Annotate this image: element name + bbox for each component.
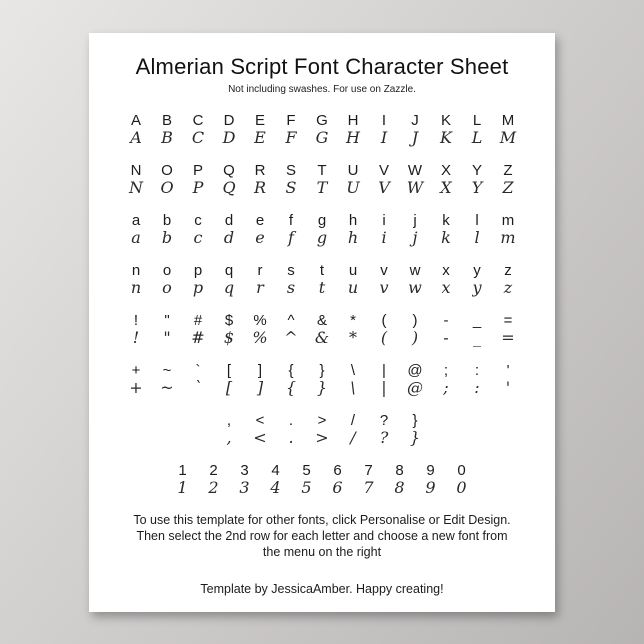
character-cell: X [440, 178, 452, 197]
character-cell: V [378, 162, 389, 179]
character-cell: n [130, 278, 142, 297]
character-row-uppercase-a-m [89, 112, 555, 147]
character-cell: p [192, 278, 204, 297]
character-cell: . [288, 428, 294, 447]
character-cell: 0 [457, 462, 466, 479]
character-cell: C [192, 112, 204, 129]
character-row-lowercase-a-m [89, 212, 555, 247]
character-cell: 7 [363, 478, 374, 497]
character-cell: f [288, 212, 294, 229]
character-cell: y [472, 278, 482, 297]
character-cell: , [226, 428, 232, 447]
character-cell: M [501, 112, 515, 129]
character-grid [89, 112, 555, 497]
character-cell: R [254, 162, 266, 179]
character-cell: M [499, 128, 517, 147]
character-cell: = [503, 312, 513, 329]
character-cell: ~ [160, 378, 174, 397]
character-cell: e [255, 228, 265, 247]
character-cell: T [317, 162, 327, 179]
character-cell: ~ [162, 362, 172, 379]
character-cell: 8 [395, 462, 404, 479]
character-cell: k [441, 228, 451, 247]
character-cell: n [131, 262, 141, 279]
character-row-symbols-row-1 [89, 312, 555, 347]
character-cell: 9 [425, 478, 436, 497]
character-cell: f [288, 228, 294, 247]
character-cell: Q [223, 162, 235, 179]
character-line-plain [89, 412, 555, 429]
character-cell: H [346, 128, 360, 147]
character-cell: P [192, 162, 203, 179]
character-cell: E [254, 128, 266, 147]
character-cell: x [441, 278, 451, 297]
character-cell: z [504, 262, 512, 279]
character-cell: q [223, 278, 235, 297]
character-cell: ? [379, 428, 389, 447]
character-cell: @ [407, 378, 423, 397]
character-cell: } [409, 428, 421, 447]
character-cell: a [131, 212, 141, 229]
character-cell: U [346, 178, 360, 197]
character-cell: < [253, 428, 267, 447]
character-cell: 3 [239, 478, 250, 497]
character-cell: 1 [178, 462, 187, 479]
character-cell: a [131, 228, 141, 247]
character-line-plain [89, 162, 555, 179]
character-cell: j [412, 228, 418, 247]
character-cell: P [192, 178, 204, 197]
character-cell: 7 [364, 462, 373, 479]
character-cell: o [162, 262, 172, 279]
character-cell: 4 [270, 478, 281, 497]
character-cell: + [131, 362, 141, 379]
character-cell: } [412, 412, 418, 429]
character-cell: / [350, 428, 356, 447]
character-cell: O [160, 178, 174, 197]
character-cell: i [382, 212, 386, 229]
character-cell: . [288, 412, 294, 429]
character-cell: o [162, 278, 172, 297]
character-cell: B [161, 128, 173, 147]
character-row-lowercase-n-z [89, 262, 555, 297]
character-cell: s [287, 262, 295, 279]
character-cell: D [222, 128, 236, 147]
character-cell: = [501, 328, 515, 347]
character-cell: | [381, 378, 387, 397]
character-cell: x [442, 262, 450, 279]
character-cell: ( [380, 328, 388, 347]
character-line-script [89, 329, 555, 347]
character-cell: G [316, 112, 328, 129]
character-cell: 5 [302, 462, 311, 479]
character-cell: 9 [426, 462, 435, 479]
character-cell: > [315, 428, 329, 447]
character-cell: U [347, 162, 359, 179]
character-cell: > [317, 412, 327, 429]
character-cell: r [256, 278, 264, 297]
character-cell: L [472, 112, 482, 129]
character-cell: & [316, 312, 327, 329]
character-cell: # [191, 328, 205, 347]
poster-subtitle: Not including swashes. For use on Zazzle. [228, 84, 416, 95]
character-cell: 8 [394, 478, 405, 497]
character-cell: ! [132, 328, 140, 347]
character-cell: F [286, 112, 296, 129]
character-cell: + [129, 378, 143, 397]
character-cell: N [130, 162, 142, 179]
character-cell: Z [503, 162, 513, 179]
character-line-plain [89, 462, 555, 479]
character-cell: S [285, 162, 296, 179]
character-cell: 3 [240, 462, 249, 479]
character-cell: [ [226, 362, 232, 379]
character-line-plain [89, 312, 555, 329]
character-cell: y [473, 262, 481, 279]
character-cell: C [191, 128, 205, 147]
character-cell: O [161, 162, 173, 179]
character-cell: _ [472, 312, 482, 329]
character-cell: S [285, 178, 297, 197]
character-cell: ) [412, 312, 418, 329]
character-cell: H [347, 112, 359, 129]
character-line-script [89, 179, 555, 197]
character-cell: ` [194, 378, 202, 397]
character-cell: 4 [271, 462, 280, 479]
character-cell: ' [506, 362, 510, 379]
character-cell: ^ [284, 328, 298, 347]
character-cell: } [319, 362, 325, 379]
character-row-symbols-row-3 [89, 412, 555, 447]
character-cell: ) [411, 328, 419, 347]
character-cell: _ [473, 328, 481, 347]
character-cell: l [475, 212, 479, 229]
character-cell: 5 [301, 478, 312, 497]
character-cell: p [193, 262, 203, 279]
character-cell: d [224, 212, 234, 229]
character-cell: 6 [333, 462, 342, 479]
character-cell: h [348, 212, 358, 229]
character-cell: F [285, 128, 297, 147]
character-cell: r [257, 262, 263, 279]
character-line-plain [89, 112, 555, 129]
character-cell: T [316, 178, 328, 197]
character-cell: ] [256, 378, 264, 397]
character-line-script [89, 279, 555, 297]
character-cell: Z [502, 178, 514, 197]
character-cell: w [408, 278, 422, 297]
instructions-line: Then select the 2nd row for each letter and choose a new font from [136, 529, 508, 543]
character-cell: c [193, 228, 203, 247]
character-cell: D [223, 112, 235, 129]
character-cell: q [224, 262, 234, 279]
character-cell: j [413, 212, 417, 229]
character-cell: - [443, 328, 449, 347]
character-cell: g [316, 228, 328, 247]
character-cell: b [162, 212, 172, 229]
character-row-uppercase-n-z [89, 162, 555, 197]
character-cell: - [443, 312, 449, 329]
character-line-script [89, 229, 555, 247]
character-cell: h [347, 228, 359, 247]
character-cell: $ [224, 312, 234, 329]
character-cell: ? [379, 412, 389, 429]
character-cell: l [474, 228, 480, 247]
character-cell: " [163, 328, 171, 347]
character-cell: m [500, 228, 516, 247]
character-cell: : [474, 378, 480, 397]
character-cell: B [161, 112, 172, 129]
poster-title: Almerian Script Font Character Sheet [135, 54, 509, 79]
character-line-script [89, 379, 555, 397]
character-cell: [ [225, 378, 233, 397]
character-line-script [89, 429, 555, 447]
instructions-line: the menu on the right [262, 545, 382, 559]
character-cell: % [253, 312, 267, 329]
character-line-plain [89, 362, 555, 379]
character-cell: I [381, 112, 387, 129]
character-cell: : [474, 362, 480, 379]
character-cell: ` [195, 362, 201, 379]
character-cell: i [381, 228, 387, 247]
character-cell: / [350, 412, 356, 429]
character-cell: u [347, 278, 359, 297]
character-line-script [89, 479, 555, 497]
character-cell: L [471, 128, 483, 147]
character-cell: Y [471, 162, 482, 179]
character-cell: { [285, 378, 297, 397]
character-cell: R [253, 178, 267, 197]
character-cell: N [129, 178, 143, 197]
character-cell: V [378, 178, 390, 197]
character-cell: v [379, 278, 389, 297]
character-cell: b [161, 228, 173, 247]
character-cell: e [255, 212, 265, 229]
character-cell: ] [257, 362, 263, 379]
character-line-plain [89, 262, 555, 279]
character-cell: 6 [332, 478, 343, 497]
character-cell: | [382, 362, 386, 379]
character-cell: 2 [208, 478, 219, 497]
character-cell: G [315, 128, 329, 147]
poster-sheet [89, 33, 555, 612]
character-cell: ( [381, 312, 387, 329]
usage-instructions [89, 512, 555, 560]
character-cell: } [316, 378, 328, 397]
character-cell: \ [350, 362, 356, 379]
character-cell: & [314, 328, 330, 347]
character-cell: K [440, 128, 452, 147]
character-cell: ; [443, 362, 449, 379]
character-cell: % [252, 328, 268, 347]
character-cell: k [442, 212, 450, 229]
character-cell: u [348, 262, 358, 279]
character-cell: Q [222, 178, 236, 197]
character-cell: < [255, 412, 265, 429]
character-cell: 2 [209, 462, 218, 479]
character-cell: g [317, 212, 327, 229]
character-cell: J [411, 112, 419, 129]
character-cell: s [286, 278, 296, 297]
credit-line: Template by JessicaAmber. Happy creating! [200, 582, 444, 596]
character-cell: W [407, 162, 423, 179]
character-cell: ^ [287, 312, 295, 329]
character-cell: # [193, 312, 203, 329]
character-line-plain [89, 212, 555, 229]
character-cell: 1 [177, 478, 188, 497]
character-cell: * [349, 328, 357, 347]
character-cell: t [319, 262, 325, 279]
character-line-script [89, 129, 555, 147]
character-cell: z [503, 278, 513, 297]
character-cell: ' [505, 378, 511, 397]
character-cell: * [350, 312, 356, 329]
character-cell: ! [133, 312, 139, 329]
instructions-line: To use this template for other fonts, click Personalise or Edit Design. [133, 513, 511, 527]
character-cell: v [380, 262, 388, 279]
character-cell: K [440, 112, 451, 129]
character-cell: , [226, 412, 232, 429]
character-cell: A [130, 128, 142, 147]
character-cell: w [409, 262, 421, 279]
character-cell: { [288, 362, 294, 379]
character-cell: m [501, 212, 515, 229]
character-row-numbers [89, 462, 555, 497]
character-cell: A [130, 112, 141, 129]
character-cell: Y [471, 178, 483, 197]
character-cell: 0 [456, 478, 467, 497]
character-cell: I [380, 128, 388, 147]
character-cell: ; [443, 378, 449, 397]
character-cell: c [194, 212, 202, 229]
character-cell: t [318, 278, 326, 297]
character-cell: $ [223, 328, 235, 347]
character-cell: @ [407, 362, 423, 379]
character-cell: \ [350, 378, 356, 397]
character-cell: " [164, 312, 170, 329]
character-cell: X [440, 162, 451, 179]
character-cell: J [411, 128, 419, 147]
character-cell: W [406, 178, 424, 197]
character-row-symbols-row-2 [89, 362, 555, 397]
character-cell: E [254, 112, 265, 129]
character-cell: d [223, 228, 235, 247]
